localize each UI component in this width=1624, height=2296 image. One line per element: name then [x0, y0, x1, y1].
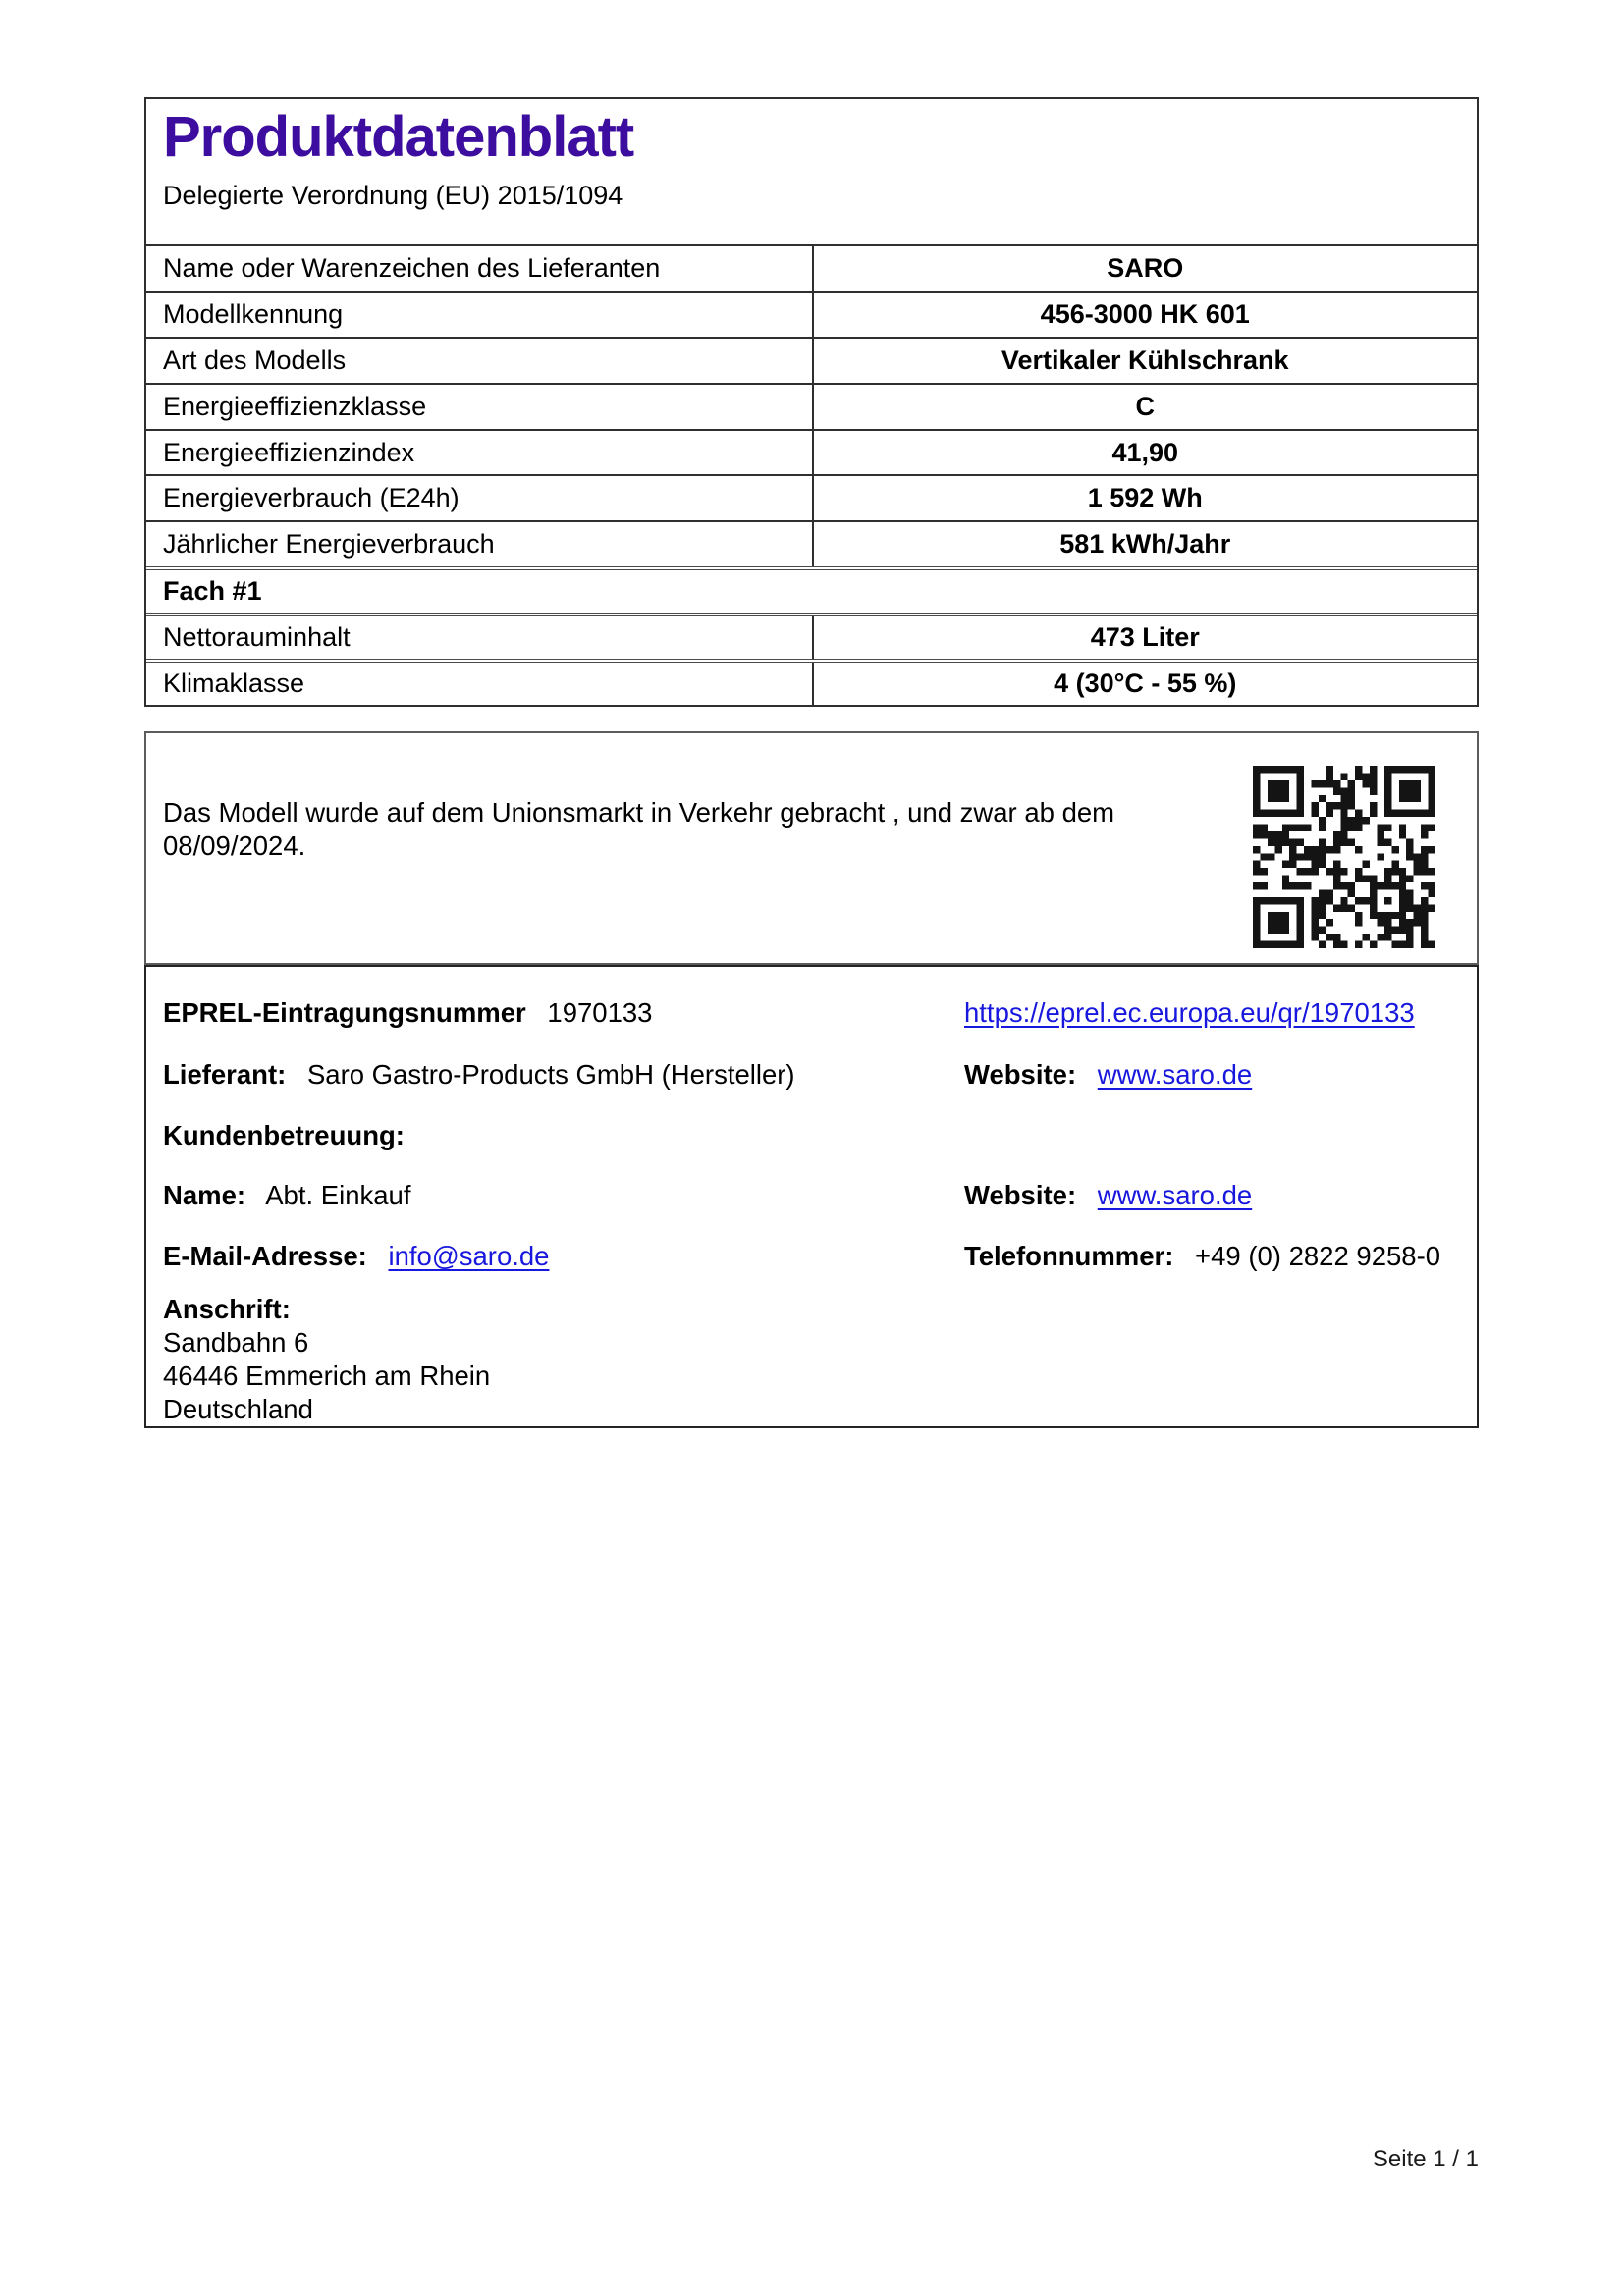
address-label: Anschrift:	[163, 1294, 291, 1324]
eprel-label: EPREL-Eintragungsnummer	[163, 997, 526, 1028]
phone-line	[964, 1240, 1440, 1272]
row-label: Art des Modells	[163, 345, 347, 375]
address-country: Deutschland	[163, 1394, 313, 1424]
table-row-efficiency-class	[146, 383, 1477, 429]
row-label: Energieverbrauch (E24h)	[163, 483, 460, 513]
table-section-row-compartment	[146, 566, 1477, 613]
website-link[interactable]: www.saro.de	[1097, 1180, 1253, 1210]
table-row-net-volume	[146, 613, 1477, 659]
table-row-supplier	[146, 244, 1477, 291]
eprel-url-line	[964, 996, 1415, 1029]
eprel-number-line	[163, 996, 652, 1029]
row-value: SARO	[812, 246, 1478, 291]
market-statement: Das Modell wurde auf dem Unionsmarkt in Verkehr gebracht , und zwar ab dem 08/09/2024.	[163, 796, 1115, 861]
support-heading-line	[163, 1119, 405, 1151]
row-value: C	[812, 385, 1478, 429]
contact-name-value: Abt. Einkauf	[265, 1180, 411, 1210]
table-row-annual-energy	[146, 520, 1477, 566]
row-label: Klimaklasse	[163, 667, 305, 698]
supplier-label: Lieferant:	[163, 1059, 287, 1090]
email-line	[163, 1240, 549, 1272]
table-row-efficiency-index	[146, 429, 1477, 475]
market-info-box	[144, 731, 1479, 965]
table-row-model-id	[146, 291, 1477, 337]
supplier-value: Saro Gastro-Products GmbH (Hersteller)	[306, 1059, 795, 1090]
row-value: 4 (30°C - 55 %)	[812, 663, 1478, 705]
page-number: Seite 1 / 1	[1372, 2146, 1479, 2172]
row-label: Nettorauminhalt	[163, 622, 351, 653]
eprel-url-link[interactable]: https://eprel.ec.europa.eu/qr/1970133	[964, 997, 1415, 1028]
row-value: 581 kWh/Jahr	[812, 522, 1478, 566]
row-label: Jährlicher Energieverbrauch	[163, 529, 495, 560]
table-row-model-type	[146, 337, 1477, 383]
row-value: Vertikaler Kühlschrank	[812, 339, 1478, 383]
datasheet-header	[146, 99, 1477, 244]
contact-info-box	[144, 965, 1479, 1428]
address-street: Sandbahn 6	[163, 1327, 309, 1358]
website-link[interactable]: www.saro.de	[1097, 1059, 1253, 1090]
row-label: Modellkennung	[163, 298, 344, 329]
row-label: Name oder Warenzeichen des Lieferanten	[163, 252, 661, 283]
page-title: Produktdatenblatt	[163, 105, 634, 169]
website-line-1	[964, 1058, 1252, 1091]
website-line-2	[964, 1179, 1252, 1211]
contact-name-label: Name:	[163, 1180, 246, 1210]
row-label: Energieeffizienzklasse	[163, 391, 427, 421]
row-value: 473 Liter	[812, 616, 1478, 659]
supplier-line	[163, 1058, 795, 1091]
section-label: Fach #1	[163, 576, 262, 607]
email-label: E-Mail-Adresse:	[163, 1241, 367, 1271]
table-row-energy-24h	[146, 474, 1477, 520]
support-heading: Kundenbetreuung:	[163, 1120, 405, 1150]
regulation-subtitle: Delegierte Verordnung (EU) 2015/1094	[163, 180, 623, 210]
phone-label: Telefonnummer:	[964, 1241, 1174, 1271]
row-label: Energieeffizienzindex	[163, 437, 415, 467]
eprel-number: 1970133	[547, 997, 653, 1028]
phone-value: +49 (0) 2822 9258-0	[1195, 1241, 1441, 1271]
address-city: 46446 Emmerich am Rhein	[163, 1361, 491, 1391]
email-link[interactable]: info@saro.de	[388, 1241, 550, 1271]
contact-name-line	[163, 1179, 410, 1211]
row-value: 456-3000 HK 601	[812, 293, 1478, 337]
product-spec-table	[144, 97, 1479, 707]
website-label: Website:	[964, 1059, 1077, 1090]
table-row-climate-class	[146, 659, 1477, 705]
row-value: 1 592 Wh	[812, 476, 1478, 520]
qr-code	[1253, 766, 1435, 948]
row-value: 41,90	[812, 431, 1478, 475]
address-heading-line	[163, 1293, 291, 1325]
website-label: Website:	[964, 1180, 1077, 1210]
